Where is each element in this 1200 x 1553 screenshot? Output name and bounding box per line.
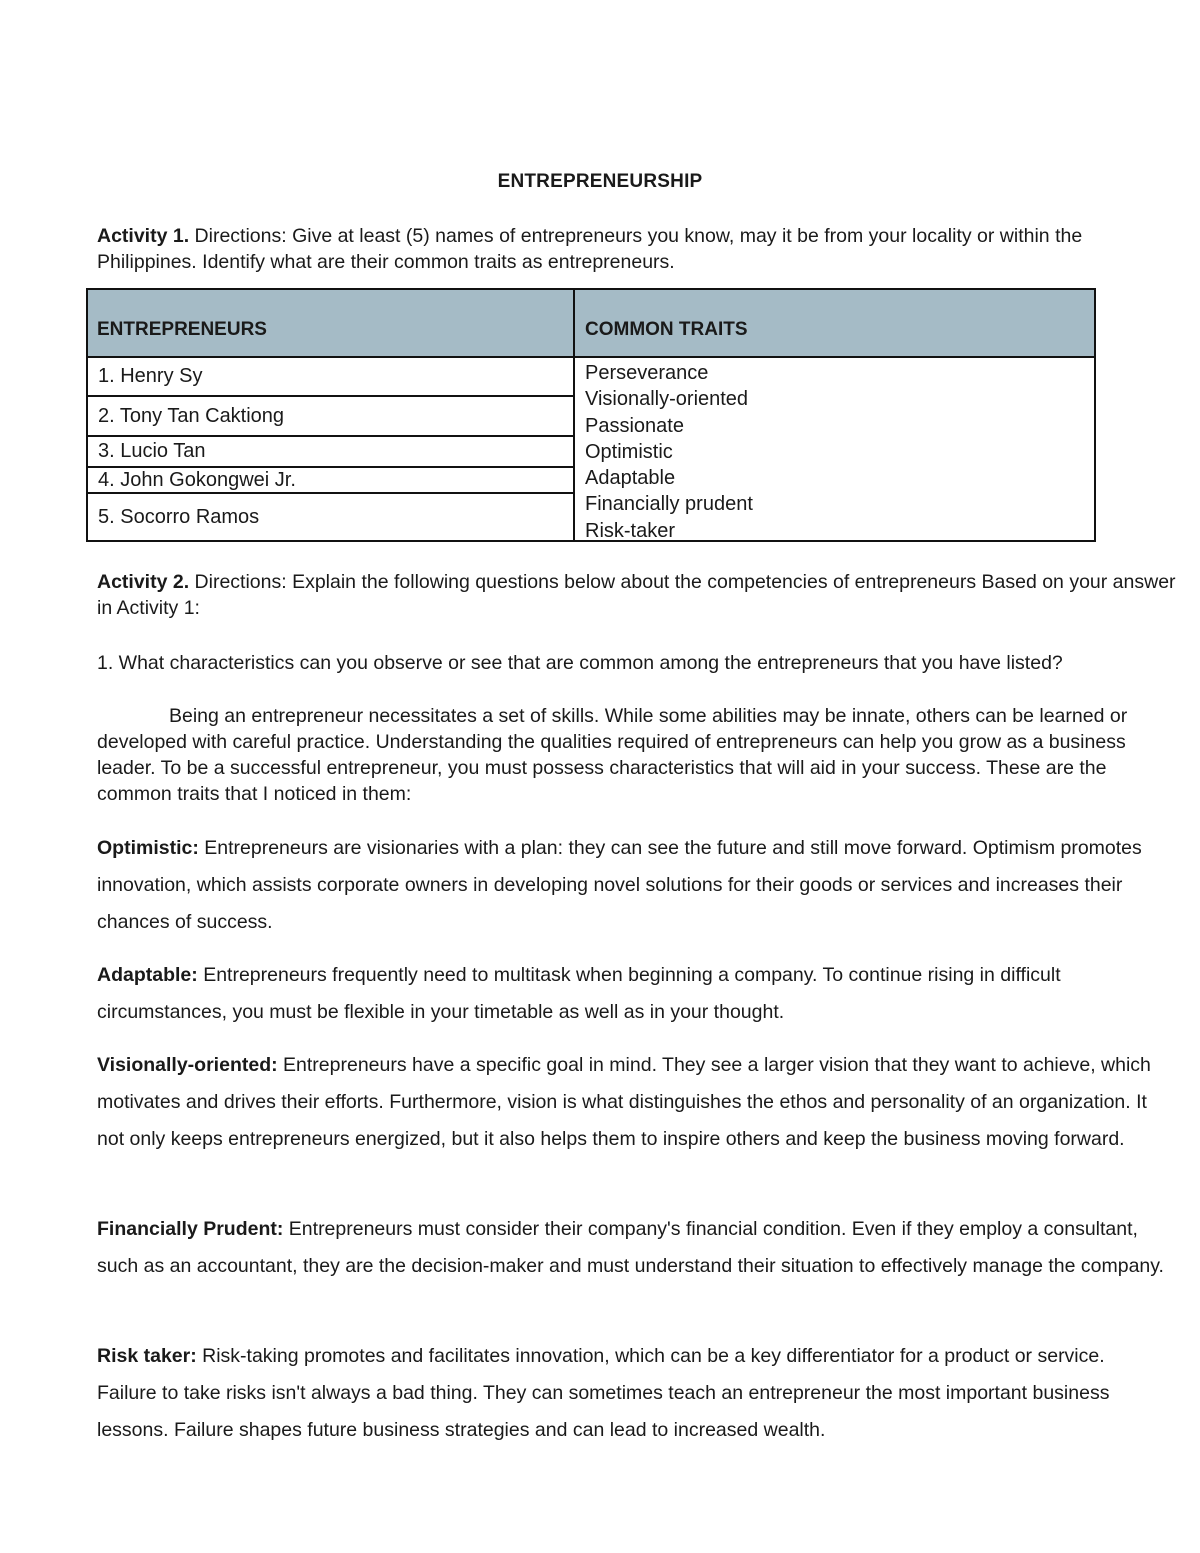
entrepreneur-row: 5. Socorro Ramos [98, 506, 260, 528]
entrepreneur-row: 3. Lucio Tan [88, 437, 574, 468]
trait-text: Entrepreneurs are visionaries with a plan: they can see the future and still move forward. Optimism promotes innovation, which assists corporate owners in developing novel solutions for their goods or services and increases their chances of success. [97, 837, 1142, 933]
trait-item: Risk-taker [585, 519, 676, 542]
trait-text: Risk-taking promotes and facilitates innovation, which can be a key differentiator for a product or service. Failure to take risks isn't always a bad thing. They can sometimes teach an entrepreneur the most important business lessons. Failure shapes future business strategies and can lead to increased wealth. [97, 1345, 1110, 1441]
table-header-row [88, 290, 1094, 358]
trait-item: Optimistic [585, 440, 673, 463]
header-entrepreneurs: ENTREPRENEURS [97, 319, 267, 340]
entrepreneur-row: 2. Tony Tan Caktiong [88, 397, 574, 437]
trait-explanation-optimistic [97, 830, 1167, 941]
activity1-text: Directions: Give at least (5) names of entrepreneurs you know, may it be from your locality or within the Philippines. Identify what are their common traits as entrepreneurs. [97, 225, 1083, 273]
trait-text: Entrepreneurs frequently need to multitask when beginning a company. To continue rising in difficult circumstances, you must be flexible in your timetable as well as in your thought. [97, 964, 1061, 1023]
trait-explanation-adaptable [97, 957, 1167, 1031]
trait-item: Financially prudent [585, 493, 753, 516]
trait-name: Adaptable: [97, 964, 198, 986]
trait-text: Entrepreneurs must consider their company's financial condition. Even if they employ a consultant, such as an accountant, they are the decision-maker and must understand their situation to effectively manage the company. [97, 1218, 1164, 1277]
trait-item: Passionate [585, 414, 684, 437]
activity2-text: Directions: Explain the following questions below about the competencies of entrepreneurs Based on your answer in Activity 1: [97, 571, 1176, 619]
trait-explanation-risk-taker [97, 1338, 1167, 1449]
activity1-label: Activity 1. [97, 225, 190, 247]
page-title: ENTREPRENEURSHIP [497, 171, 703, 192]
activity2-directions [97, 569, 1182, 621]
question-1: 1. What characteristics can you observe or see that are common among the entrepreneurs that you have listed? [97, 652, 1063, 674]
trait-item: Adaptable [585, 467, 676, 490]
trait-text: Entrepreneurs have a specific goal in mind. They see a larger vision that they want to achieve, which motivates and drives their efforts. Furthermore, vision is what distinguishes the ethos and personality of an organization. It not only keeps entrepreneurs energized, but it also helps them to inspire others and keep the business moving forward. [97, 1054, 1151, 1150]
trait-explanation-financially-prudent [97, 1211, 1167, 1285]
entrepreneurs-traits-table [86, 288, 1096, 542]
common-traits-list [585, 360, 753, 544]
entrepreneur-row: 4. John Gokongwei Jr. [88, 468, 574, 494]
trait-item: Perseverance [585, 362, 709, 384]
answer-intro: Being an entrepreneur necessitates a set of skills. While some abilities may be innate, others can be learned or developed with careful practice. Understanding the qualities required of entrepreneurs can help you grow as a business leader. To be a successful entrepreneur, you must possess characteristics that will aid in your success. These are the common traits that I noticed in them: [97, 705, 1128, 805]
trait-name: Financially Prudent: [97, 1218, 284, 1240]
trait-item: Visionally-oriented [585, 388, 749, 411]
trait-name: Optimistic: [97, 837, 199, 859]
trait-explanation-visionally-oriented [97, 1047, 1167, 1158]
trait-name: Visionally-oriented: [97, 1054, 278, 1076]
activity2-label: Activity 2. [97, 571, 190, 593]
entrepreneur-row: 1. Henry Sy [88, 358, 574, 397]
header-common-traits: COMMON TRAITS [585, 319, 748, 340]
activity1-directions [97, 223, 1182, 275]
trait-name: Risk taker: [97, 1345, 197, 1367]
